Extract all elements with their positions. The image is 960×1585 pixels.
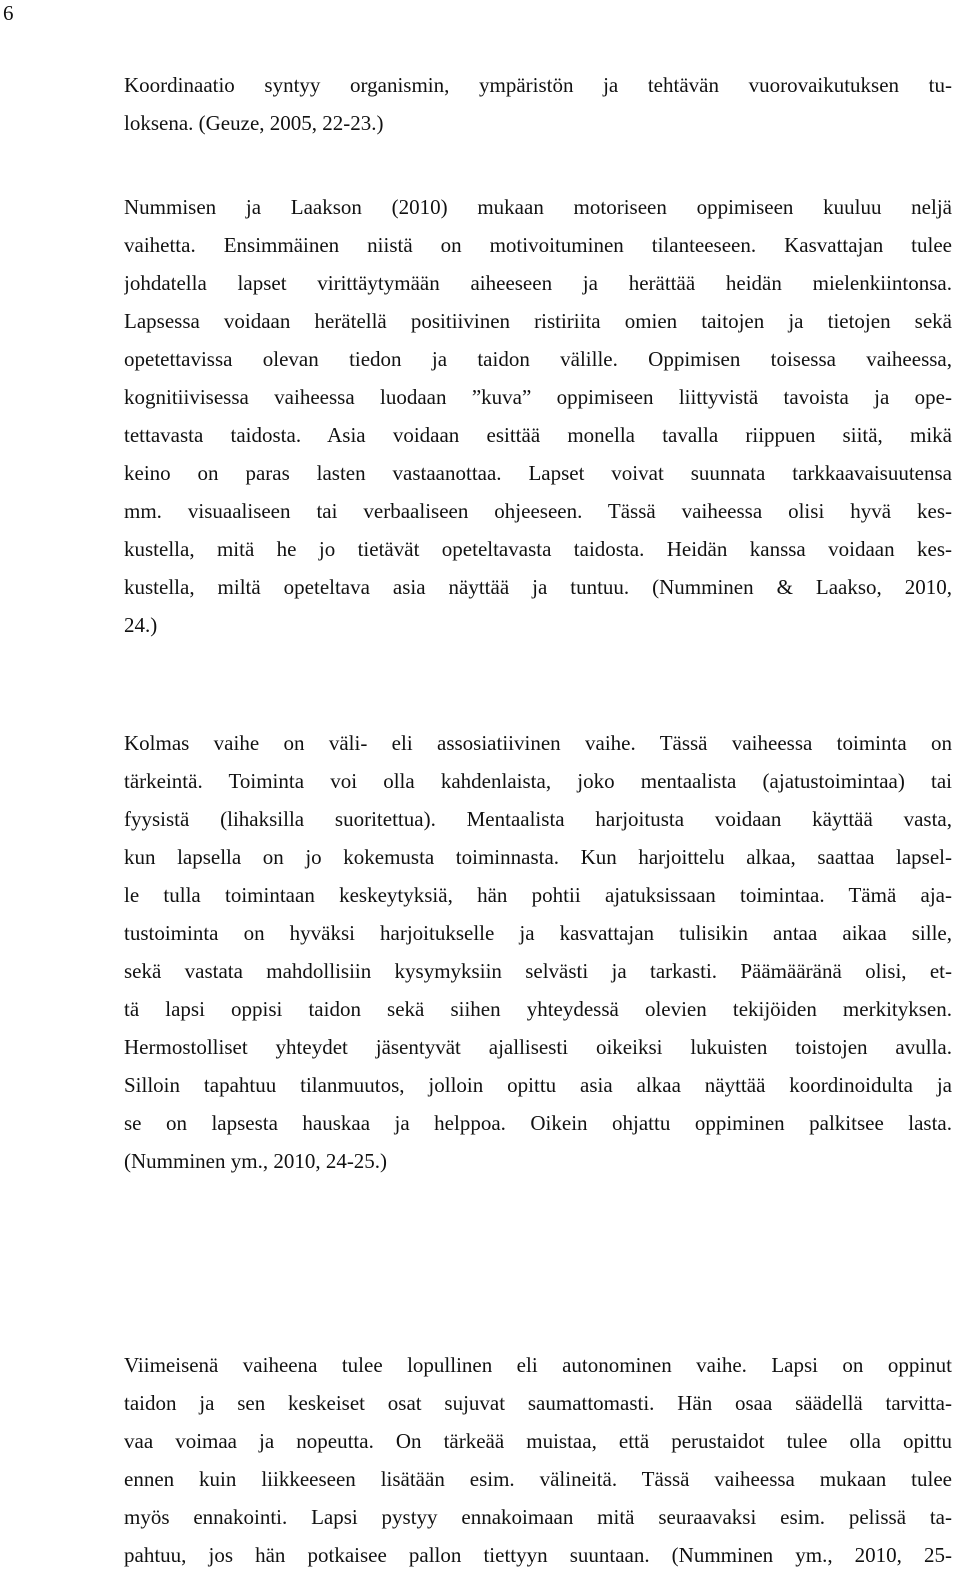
- paragraph-2: [124, 188, 952, 644]
- paragraph-line: myös ennakointi. Lapsi pystyy ennakoimaan mitä seuraavaksi esim. pelissä ta-: [124, 1505, 952, 1529]
- paragraph-line: johdatella lapset virittäytymään aiheeseen ja herättää heidän mielenkiintonsa.: [124, 271, 952, 295]
- page-number: 6: [3, 1, 14, 25]
- paragraph-line: kognitiivisessa vaiheessa luodaan ”kuva” oppimiseen liittyvistä tavoista ja ope-: [124, 385, 952, 409]
- paragraph-line: pahtuu, jos hän potkaisee pallon tiettyyn suuntaan. (Numminen ym., 2010, 25-: [124, 1543, 952, 1567]
- paragraph-line: keino on paras lasten vastaanottaa. Lapset voivat suunnata tarkkaavaisuutensa: [124, 461, 952, 485]
- paragraph-line: vaihetta. Ensimmäinen niistä on motivoituminen tilanteeseen. Kasvattajan tulee: [124, 233, 952, 257]
- paragraph-line: fyysistä (lihaksilla suoritettua). Mentaalista harjoitusta voidaan käyttää vasta,: [124, 807, 952, 831]
- paragraph-line: kun lapsella on jo kokemusta toiminnasta. Kun harjoittelu alkaa, saattaa lapsel-: [124, 845, 952, 869]
- paragraph-line: taidon ja sen keskeiset osat sujuvat saumattomasti. Hän osaa säädellä tarvitta-: [124, 1391, 952, 1415]
- paragraph-line: tustoiminta on hyväksi harjoitukselle ja kasvattajan tulisikin antaa aikaa sille,: [124, 921, 952, 945]
- paragraph-1: [124, 66, 952, 142]
- paragraph-line: se on lapsesta hauskaa ja helppoa. Oikein ohjattu oppiminen palkitsee lasta.: [124, 1111, 952, 1135]
- paragraph-line: kustella, mitä he jo tietävät opeteltavasta taidosta. Heidän kanssa voidaan kes-: [124, 537, 952, 561]
- paragraph-line: loksena. (Geuze, 2005, 22-23.): [124, 111, 384, 135]
- paragraph-line: kustella, miltä opeteltava asia näyttää ja tuntuu. (Numminen & Laakso, 2010,: [124, 575, 952, 599]
- paragraph-line: ennen kuin liikkeeseen lisätään esim. välineitä. Tässä vaiheessa mukaan tulee: [124, 1467, 952, 1491]
- paragraph-line: 24.): [124, 613, 158, 637]
- paragraph-line: Hermostolliset yhteydet jäsentyvät ajallisesti oikeiksi lukuisten toistojen avulla.: [124, 1035, 952, 1059]
- paragraph-line: Lapsessa voidaan herätellä positiivinen ristiriita omien taitojen ja tietojen sekä: [124, 309, 952, 333]
- paragraph-line: vaa voimaa ja nopeutta. On tärkeää muistaa, että perustaidot tulee olla opittu: [124, 1429, 952, 1453]
- paragraph-line: tärkeintä. Toiminta voi olla kahdenlaista, joko mentaalista (ajatustoimintaa) tai: [124, 769, 952, 793]
- paragraph-line: mm. visuaaliseen tai verbaaliseen ohjeeseen. Tässä vaiheessa olisi hyvä kes-: [124, 499, 952, 523]
- paragraph-line: (Numminen ym., 2010, 24-25.): [124, 1149, 388, 1173]
- paragraph-line: Silloin tapahtuu tilanmuutos, jolloin opittu asia alkaa näyttää koordinoidulta ja: [124, 1073, 952, 1097]
- paragraph-3: [124, 724, 952, 1180]
- paragraph-line: opetettavissa olevan tiedon ja taidon välille. Oppimisen toisessa vaiheessa,: [124, 347, 952, 371]
- paragraph-line: Viimeisenä vaiheena tulee lopullinen eli autonominen vaihe. Lapsi on oppinut: [124, 1353, 952, 1377]
- paragraph-line: tettavasta taidosta. Asia voidaan esittää monella tavalla riippuen siitä, mikä: [124, 423, 952, 447]
- paragraph-line: sekä vastata mahdollisiin kysymyksiin selvästi ja tarkasti. Päämääränä olisi, et-: [124, 959, 952, 983]
- paragraph-line: Kolmas vaihe on väli- eli assosiatiivinen vaihe. Tässä vaiheessa toiminta on: [124, 731, 952, 755]
- paragraph-line: le tulla toimintaan keskeytyksiä, hän pohtii ajatuksissaan toimintaa. Tämä aja-: [124, 883, 952, 907]
- paragraph-line: tä lapsi oppisi taidon sekä siihen yhteydessä olevien tekijöiden merkityksen.: [124, 997, 952, 1021]
- paragraph-line: Koordinaatio syntyy organismin, ympäristön ja tehtävän vuorovaikutuksen tu-: [124, 73, 952, 97]
- paragraph-line: Nummisen ja Laakson (2010) mukaan motoriseen oppimiseen kuuluu neljä: [124, 195, 952, 219]
- paragraph-4: [124, 1346, 952, 1574]
